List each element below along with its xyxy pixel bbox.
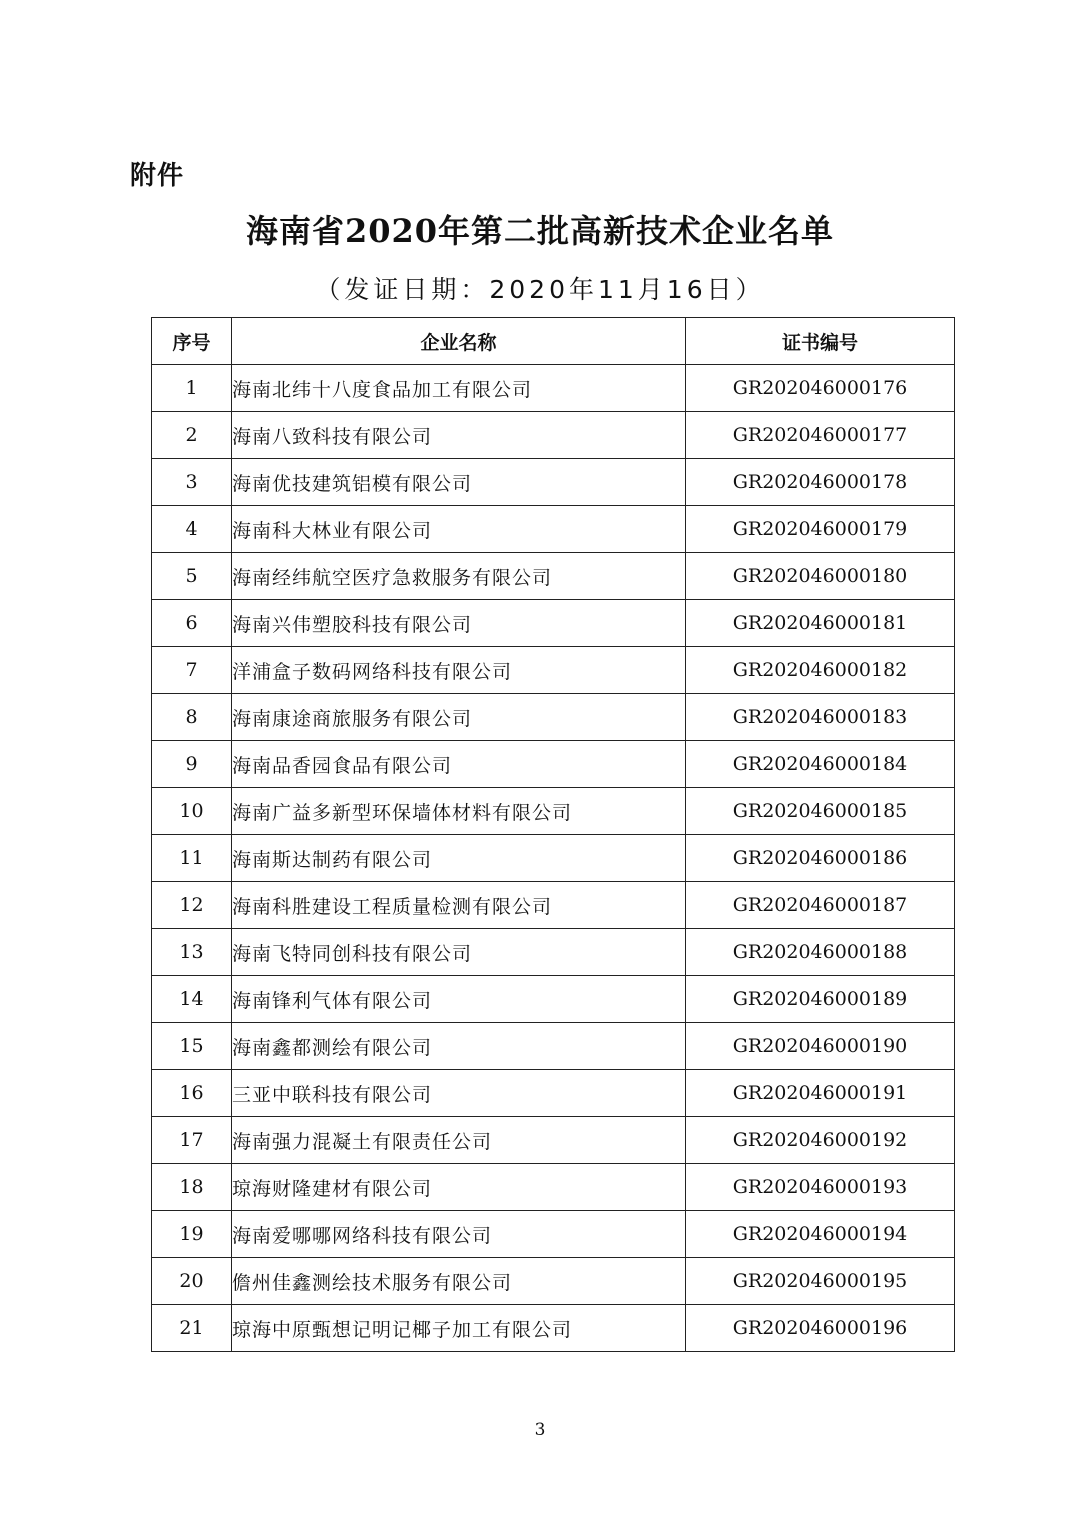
row-index: 21 — [152, 1305, 232, 1352]
table-row — [152, 1117, 955, 1164]
row-company-name: 海南强力混凝土有限责任公司 — [232, 1117, 686, 1164]
header-certificate: 证书编号 — [686, 318, 955, 365]
row-company-name: 琼海中原甄想记明记椰子加工有限公司 — [232, 1305, 686, 1352]
row-certificate-number: GR202046000181 — [686, 600, 955, 647]
row-certificate-number: GR202046000177 — [686, 412, 955, 459]
row-company-name: 海南斯达制药有限公司 — [232, 835, 686, 882]
row-certificate-number: GR202046000185 — [686, 788, 955, 835]
row-certificate-number: GR202046000188 — [686, 929, 955, 976]
issue-date-subtitle: （发证日期：2020年11月16日） — [315, 275, 765, 304]
table-row — [152, 1164, 955, 1211]
table-row — [152, 929, 955, 976]
table-row — [152, 694, 955, 741]
row-index: 13 — [152, 929, 232, 976]
row-company-name: 海南兴伟塑胶科技有限公司 — [232, 600, 686, 647]
row-company-name: 海南八致科技有限公司 — [232, 412, 686, 459]
table-row — [152, 506, 955, 553]
row-company-name: 海南鑫都测绘有限公司 — [232, 1023, 686, 1070]
table-row — [152, 741, 955, 788]
row-certificate-number: GR202046000190 — [686, 1023, 955, 1070]
table-row — [152, 976, 955, 1023]
row-certificate-number: GR202046000186 — [686, 835, 955, 882]
row-company-name: 三亚中联科技有限公司 — [232, 1070, 686, 1117]
row-certificate-number: GR202046000192 — [686, 1117, 955, 1164]
row-certificate-number: GR202046000182 — [686, 647, 955, 694]
row-certificate-number: GR202046000178 — [686, 459, 955, 506]
row-company-name: 海南康途商旅服务有限公司 — [232, 694, 686, 741]
row-certificate-number: GR202046000187 — [686, 882, 955, 929]
row-company-name: 儋州佳鑫测绘技术服务有限公司 — [232, 1258, 686, 1305]
row-index: 2 — [152, 412, 232, 459]
row-certificate-number: GR202046000179 — [686, 506, 955, 553]
row-certificate-number: GR202046000176 — [686, 365, 955, 412]
header-index: 序号 — [152, 318, 232, 365]
row-index: 20 — [152, 1258, 232, 1305]
table-body — [152, 365, 955, 1352]
row-index: 12 — [152, 882, 232, 929]
table-row — [152, 412, 955, 459]
table-row — [152, 1070, 955, 1117]
header-company: 企业名称 — [232, 318, 686, 365]
table-row — [152, 788, 955, 835]
row-index: 10 — [152, 788, 232, 835]
table-row — [152, 365, 955, 412]
row-certificate-number: GR202046000183 — [686, 694, 955, 741]
row-index: 19 — [152, 1211, 232, 1258]
row-index: 18 — [152, 1164, 232, 1211]
row-certificate-number: GR202046000194 — [686, 1211, 955, 1258]
row-index: 6 — [152, 600, 232, 647]
row-index: 3 — [152, 459, 232, 506]
table-row — [152, 553, 955, 600]
row-certificate-number: GR202046000193 — [686, 1164, 955, 1211]
table-row — [152, 1211, 955, 1258]
table-header-row — [152, 318, 955, 365]
row-certificate-number: GR202046000184 — [686, 741, 955, 788]
row-company-name: 海南品香园食品有限公司 — [232, 741, 686, 788]
row-company-name: 琼海财隆建材有限公司 — [232, 1164, 686, 1211]
table-row — [152, 1305, 955, 1352]
row-company-name: 海南锋利气体有限公司 — [232, 976, 686, 1023]
row-company-name: 海南飞特同创科技有限公司 — [232, 929, 686, 976]
row-company-name: 海南优技建筑铝模有限公司 — [232, 459, 686, 506]
row-index: 15 — [152, 1023, 232, 1070]
row-index: 17 — [152, 1117, 232, 1164]
row-index: 14 — [152, 976, 232, 1023]
row-company-name: 海南广益多新型环保墙体材料有限公司 — [232, 788, 686, 835]
row-certificate-number: GR202046000196 — [686, 1305, 955, 1352]
enterprise-table — [151, 317, 955, 1352]
row-index: 11 — [152, 835, 232, 882]
row-certificate-number: GR202046000191 — [686, 1070, 955, 1117]
page-number: 3 — [534, 1420, 546, 1440]
row-index: 1 — [152, 365, 232, 412]
row-certificate-number: GR202046000189 — [686, 976, 955, 1023]
row-certificate-number: GR202046000195 — [686, 1258, 955, 1305]
attachment-label: 附件 — [130, 161, 185, 191]
row-index: 5 — [152, 553, 232, 600]
row-index: 9 — [152, 741, 232, 788]
row-company-name: 海南科胜建设工程质量检测有限公司 — [232, 882, 686, 929]
table-row — [152, 600, 955, 647]
row-company-name: 海南科大林业有限公司 — [232, 506, 686, 553]
row-index: 7 — [152, 647, 232, 694]
row-index: 4 — [152, 506, 232, 553]
row-company-name: 海南北纬十八度食品加工有限公司 — [232, 365, 686, 412]
row-index: 16 — [152, 1070, 232, 1117]
table-row — [152, 835, 955, 882]
document-title: 海南省2020年第二批高新技术企业名单 — [245, 212, 835, 250]
table-row — [152, 1258, 955, 1305]
row-certificate-number: GR202046000180 — [686, 553, 955, 600]
table-row — [152, 647, 955, 694]
row-company-name: 海南爱哪哪网络科技有限公司 — [232, 1211, 686, 1258]
row-company-name: 洋浦盒子数码网络科技有限公司 — [232, 647, 686, 694]
table-row — [152, 459, 955, 506]
table-row — [152, 882, 955, 929]
row-company-name: 海南经纬航空医疗急救服务有限公司 — [232, 553, 686, 600]
row-index: 8 — [152, 694, 232, 741]
table-row — [152, 1023, 955, 1070]
